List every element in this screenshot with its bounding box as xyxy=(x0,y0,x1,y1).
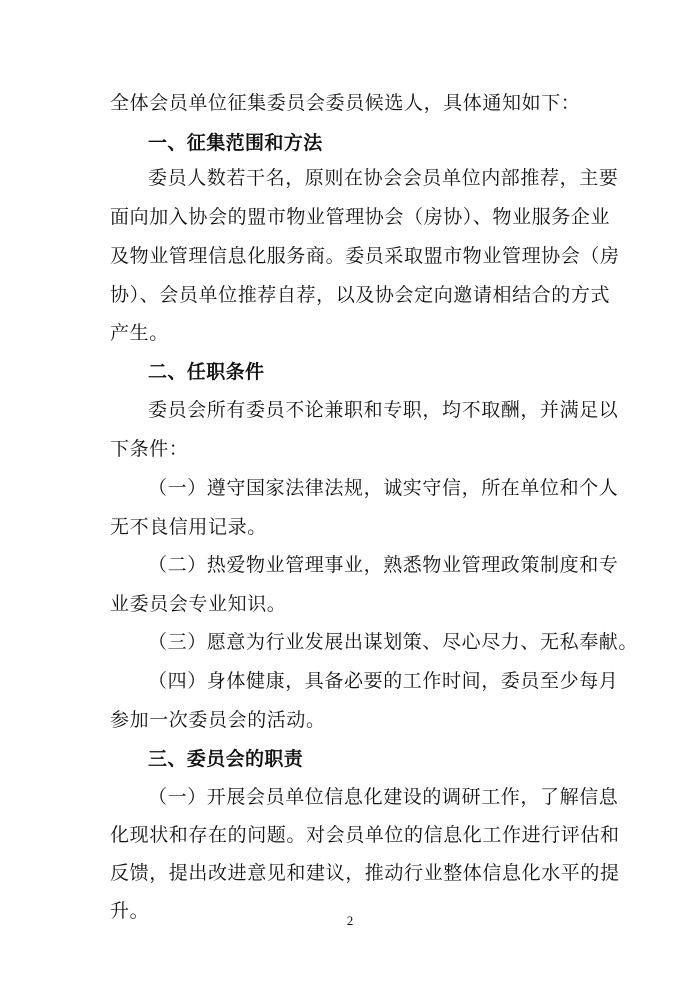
condition-item-2: （二）热爱物业管理事业，熟悉物业管理政策制度和专 xyxy=(148,554,619,576)
condition-item-1: （一）遵守国家法律法规，诚实守信，所在单位和个人 xyxy=(148,477,619,499)
paragraph-line: 面向加入协会的盟市物业管理协会（房协）、物业服务企业 xyxy=(110,206,611,228)
paragraph-line: 下条件： xyxy=(110,438,189,460)
paragraph-line: 升。 xyxy=(110,900,150,922)
duty-item-1: （一）开展会员单位信息化建设的调研工作，了解信息 xyxy=(148,786,619,808)
section-heading-3: 三、委员会的职责 xyxy=(148,748,304,770)
paragraph-line: 反馈，提出改进意见和建议，推动行业整体信息化水平的提 xyxy=(110,862,620,884)
intro-line: 全体会员单位征集委员会委员候选人，具体通知如下： xyxy=(110,92,581,114)
paragraph-line: 及物业管理信息化服务商。委员采取盟市物业管理协会（房 xyxy=(110,245,620,267)
condition-item-3: （三）愿意为行业发展出谋划策、尽心尽力、无私奉献。 xyxy=(148,631,639,653)
paragraph-line: 化现状和存在的问题。对会员单位的信息化工作进行评估和 xyxy=(110,824,620,846)
paragraph-line: 协）、会员单位推荐自荐，以及协会定向邀请相结合的方式 xyxy=(110,284,611,306)
section-heading-1: 一、征集范围和方法 xyxy=(148,132,323,154)
paragraph-line: 业委员会专业知识。 xyxy=(110,593,287,615)
paragraph-line: 委员会所有委员不论兼职和专职，均不取酬，并满足以 xyxy=(148,399,619,421)
paragraph-line: 委员人数若干名，原则在协会会员单位内部推荐，主要 xyxy=(148,167,619,189)
condition-item-4: （四）身体健康，具备必要的工作时间，委员至少每月 xyxy=(148,670,619,692)
paragraph-line: 参加一次委员会的活动。 xyxy=(110,709,326,731)
paragraph-line: 产生。 xyxy=(110,322,169,344)
paragraph-line: 无不良信用记录。 xyxy=(110,516,267,538)
section-heading-2: 二、任职条件 xyxy=(148,361,265,383)
page-number: 2 xyxy=(346,913,354,928)
